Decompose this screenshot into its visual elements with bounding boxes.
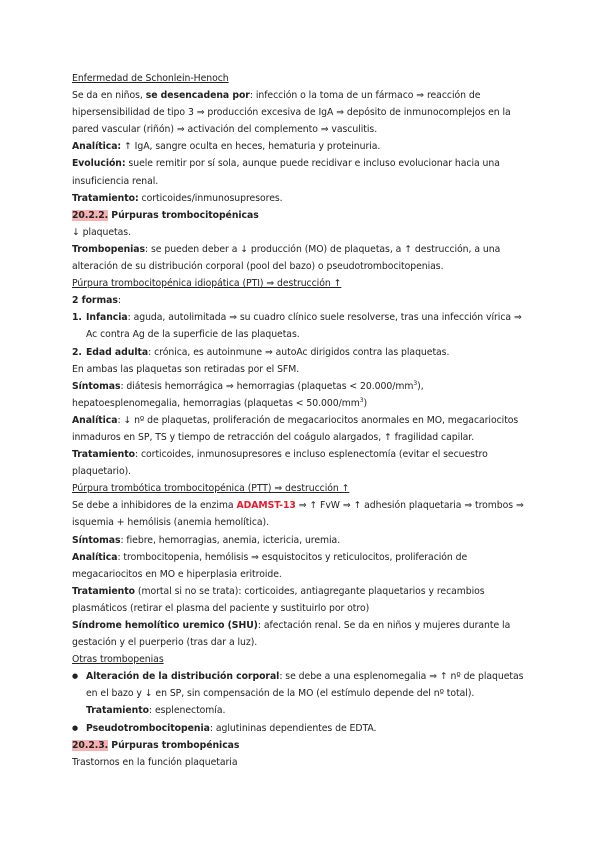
label: Analítica bbox=[72, 551, 118, 563]
paragraph-shu bbox=[72, 617, 532, 651]
list-text bbox=[86, 344, 449, 361]
section-heading-2022 bbox=[72, 207, 532, 224]
text: Se da en niños, bbox=[72, 90, 146, 102]
label: Tratamiento: bbox=[72, 192, 139, 204]
text: ↑ IgA, sangre oculta en heces, hematuria y proteinuria. bbox=[121, 141, 381, 153]
label: Evolución: bbox=[72, 158, 126, 170]
text: : afectación renal. Se da en niños y mujeres durante la gestación y el puerperio (tras dar a luz). bbox=[72, 620, 511, 649]
paragraph-analitica bbox=[72, 138, 532, 155]
list-item-infancia bbox=[72, 309, 532, 343]
label: Tratamiento bbox=[86, 705, 149, 717]
text: ⇒ ↑ FvW ⇒ ↑ adhesión plaquetaria ⇒ trombos ⇒ isquemia + hemólisis (anemia hemolítica). bbox=[72, 500, 524, 529]
section-number: 20.2.3. bbox=[72, 739, 109, 751]
list-item-edad-adulta bbox=[72, 344, 532, 361]
text: : crónica, es autoinmune ⇒ autoAc dirigidos contra las plaquetas. bbox=[148, 346, 450, 358]
label: Analítica bbox=[72, 414, 118, 426]
heading-schonlein-henoch: Enfermedad de Schonlein-Henoch bbox=[72, 73, 229, 84]
text: : esplenectomía. bbox=[148, 705, 226, 717]
label: Síntomas bbox=[72, 380, 121, 392]
paragraph-plaquetas: ↓ plaquetas. bbox=[72, 226, 131, 238]
paragraph-analitica-2 bbox=[72, 412, 532, 446]
list-number: 1. bbox=[72, 312, 82, 324]
label: Edad adulta bbox=[86, 346, 149, 358]
list-text bbox=[86, 309, 532, 343]
heading-otras-trombopenias: Otras trombopenias bbox=[72, 654, 164, 666]
paragraph-analitica-3 bbox=[72, 549, 532, 583]
text: Se debe a inhibidores de la enzima bbox=[72, 500, 237, 512]
document-page bbox=[72, 70, 532, 771]
bullet-icon: ● bbox=[72, 672, 79, 681]
paragraph-tratamiento-esplenectomia bbox=[72, 702, 532, 719]
section-heading-2023 bbox=[72, 737, 532, 754]
text: : aglutininas dependientes de EDTA. bbox=[209, 722, 377, 734]
text: : corticoides, inmunosupresores e incluso esplenectomía (evitar el secuestro plaquetario). bbox=[72, 449, 488, 478]
bold-text: se desencadena por bbox=[145, 90, 250, 102]
text: ), hepatoesplenomegalia, hemorragias (plaquetas < 50.000/mm bbox=[72, 380, 424, 409]
heading-ptt: Púrpura trombótica trombocitopénica (PTT) ⇒ destrucción ↑ bbox=[72, 483, 350, 495]
label: Analítica: bbox=[72, 141, 122, 153]
list-item-distribucion bbox=[72, 668, 532, 702]
text: : se debe a una esplenomegalia ⇒ ↑ nº de plaquetas en el bazo y ↓ en SP, sin compensación de la MO (el estímulo depende del nº total). bbox=[86, 671, 524, 700]
label: 2 formas bbox=[72, 295, 118, 307]
bullet-icon: ● bbox=[72, 723, 79, 732]
paragraph-tratamiento bbox=[72, 190, 532, 207]
highlighted-term: ADAMST-13 bbox=[236, 500, 296, 512]
superscript: 3 bbox=[359, 396, 364, 404]
text: : bbox=[117, 295, 121, 307]
paragraph-evolucion bbox=[72, 155, 532, 189]
text: corticoides/inmunosupresores. bbox=[138, 192, 283, 204]
label: Alteración de la distribución corporal bbox=[86, 671, 280, 683]
text: ) bbox=[363, 397, 368, 409]
list-item-pseudotrombocitopenia bbox=[72, 720, 532, 737]
label: Tratamiento bbox=[72, 585, 135, 597]
text: (mortal si no se trata): corticoides, antiagregante plaquetarios y recambios plasmáticos (retirar el plasma del paciente y sustituirlo por otro) bbox=[72, 585, 485, 614]
paragraph-trastornos: Trastornos en la función plaquetaria bbox=[72, 756, 238, 768]
heading-pti: Púrpura trombocitopénica idiopática (PTI) ⇒ destrucción ↑ bbox=[72, 278, 342, 290]
text: : infección o la toma de un fármaco ⇒ reacción de hipersensibilidad de tipo 3 ⇒ producción excesiva de IgA ⇒ depósito de inmunocomplejos en la pared vascular (riñón) ⇒ activación del complemento ⇒ vasculitis. bbox=[72, 90, 511, 136]
paragraph-intro bbox=[72, 87, 532, 138]
label: Pseudotrombocitopenia bbox=[86, 722, 210, 734]
paragraph-sintomas bbox=[72, 378, 532, 412]
list-number: 2. bbox=[72, 346, 82, 358]
label: Tratamiento bbox=[72, 449, 135, 461]
label: Síntomas bbox=[72, 534, 121, 546]
paragraph-ptt bbox=[72, 497, 532, 531]
text: : aguda, autolimitada ⇒ su cuadro clínico suele resolverse, tras una infección vírica ⇒ Ac contra Ag de la superficie de las plaquetas. bbox=[86, 312, 522, 341]
paragraph-formas bbox=[72, 292, 532, 309]
label: Infancia bbox=[86, 312, 128, 324]
superscript: 3 bbox=[413, 379, 418, 387]
paragraph-tratamiento-3 bbox=[72, 583, 532, 617]
label: Trombopenias bbox=[72, 243, 145, 255]
text: suele remitir por sí sola, aunque puede recidivar e incluso evolucionar hacia una insuficiencia renal. bbox=[72, 158, 500, 187]
label: Síndrome hemolítico uremico (SHU) bbox=[72, 620, 258, 631]
text: : fiebre, hemorragias, anemia, ictericia, uremia. bbox=[120, 534, 341, 546]
section-number: 20.2.2. bbox=[72, 209, 109, 221]
paragraph-tratamiento-2 bbox=[72, 446, 532, 480]
paragraph-trombopenias bbox=[72, 241, 532, 275]
section-title: Púrpuras trombocitopénicas bbox=[108, 209, 259, 221]
text: : diátesis hemorrágica ⇒ hemorragias (plaquetas < 20.000/mm bbox=[120, 380, 414, 392]
list-text bbox=[86, 668, 532, 702]
section-title: Púrpuras trombopénicas bbox=[108, 739, 240, 751]
text: : trombocitopenia, hemólisis ⇒ esquistocitos y reticulocitos, proliferación de megacariocitos en MO e hiperplasia eritroide. bbox=[72, 551, 468, 580]
text: : se pueden deber a ↓ producción (MO) de plaquetas, a ↑ destrucción, a una alteración de su distribución corporal (pool del bazo) o pseudotrombocitopenias. bbox=[72, 243, 501, 273]
list-text bbox=[86, 720, 376, 737]
paragraph-ambas: En ambas las plaquetas son retiradas por el SFM. bbox=[72, 363, 300, 375]
text: : ↓ nº de plaquetas, proliferación de megacariocitos anormales en MO, megacariocitos inmaduros en SP, TS y tiempo de retracción del coágulo alargados, ↑ fragilidad capilar. bbox=[72, 414, 519, 443]
paragraph-sintomas-3 bbox=[72, 532, 532, 549]
